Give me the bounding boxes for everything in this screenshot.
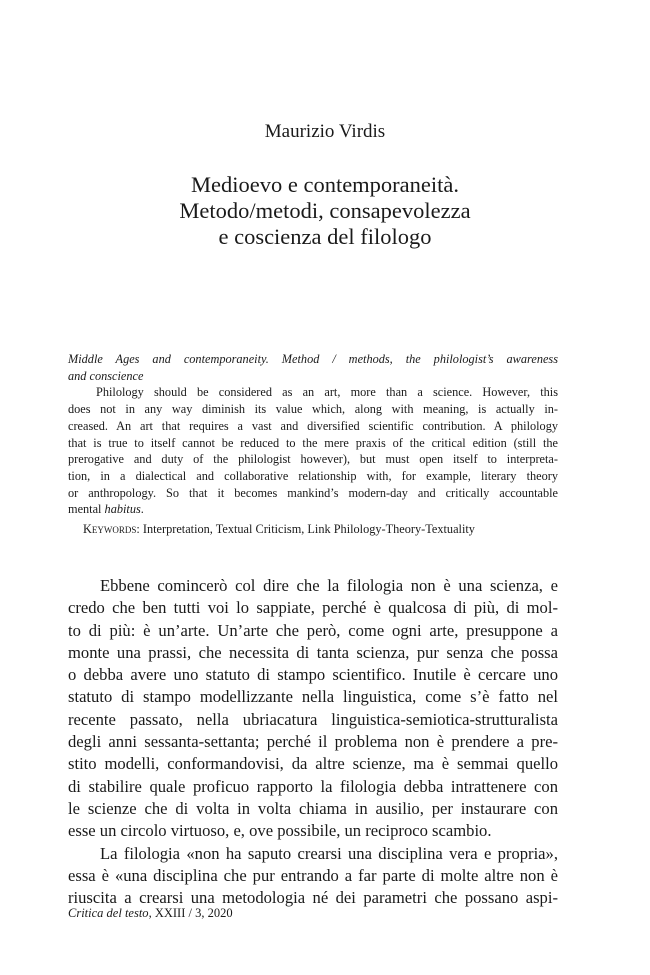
page-footer (68, 906, 233, 921)
abstract-italic-word: habitus (104, 502, 141, 517)
abstract-line: tion, in a dialectical and collaborative relationship with, for example, literary theory (68, 468, 558, 483)
keywords-label: Keywords (83, 522, 137, 537)
abstract-title (68, 351, 558, 384)
body-text (68, 575, 558, 909)
body-line: riuscita a crearsi una metodologia né dei parametri che possano aspi- (68, 888, 558, 908)
body-line: to di più: è un’arte. Un’arte che però, come ogni arte, presuppone a (68, 620, 558, 640)
abstract-last-text: mental (68, 502, 105, 517)
body-line: di stabilire quale proficuo rapporto la filologia debba intrattenere con (68, 776, 558, 796)
article-title (0, 172, 650, 250)
abstract-line: does not in any way diminish its value which, along with meaning, is actually in- (68, 402, 558, 417)
abstract-line: that is true to itself cannot be reduced to the mere praxis of the critical edition (still the (68, 435, 558, 450)
title-line: e coscienza del filologo (218, 224, 432, 249)
body-line: monte una prassi, che necessita di tanta scienza, pur senza che possa (68, 642, 558, 662)
body-line: La filologia «non ha saputo crearsi una disciplina vera e propria», (100, 843, 558, 863)
body-line: o debba avere uno statuto di stampo scientifico. Inutile è cercare uno (68, 665, 558, 685)
body-line: essa è «una disciplina che pur entrando a far parte di molte altre non è (68, 865, 558, 885)
journal-name: Critica del testo (68, 906, 149, 920)
body-line: esse un circolo virtuoso, e, ove possibile, un reciproco scambio. (68, 821, 492, 841)
body-line: Ebbene comincerò col dire che la filologia non è una scienza, e (100, 576, 558, 595)
body-line: recente passato, nella ubriacatura linguistica-semiotica-strutturalista (68, 709, 558, 729)
abstract-title-line: and conscience (68, 368, 144, 383)
abstract-line: prerogative and duty of the philologist however), but must open itself to interpreta- (68, 452, 558, 467)
body-line: degli anni sessanta-settanta; perché il problema non è prendere a pre- (68, 732, 558, 752)
body-line: credo che ben tutti voi lo sappiate, perché è qualcosa di più, di mol- (68, 598, 558, 618)
abstract-line: creased. An art that requires a vast and diversified scientific contribution. A philology (68, 418, 558, 433)
abstract-line: Philology should be considered as an art, more than a science. However, this (96, 385, 558, 400)
abstract-title-line: Middle Ages and contemporaneity. Method / methods, the philologist’s awareness (68, 352, 558, 366)
abstract-body (68, 384, 558, 518)
body-line: le scienze che di volta in volta chiama in ausilio, per instaurare con (68, 798, 558, 818)
abstract-last-end: . (140, 502, 144, 517)
author-name: Maurizio Virdis (264, 121, 386, 142)
journal-issue: , XXIII / 3, 2020 (148, 906, 233, 920)
keywords-text: : Interpretation, Textual Criticism, Link Philology-Theory-Textuality (136, 522, 475, 537)
abstract (68, 351, 558, 538)
title-line: Metodo/metodi, consapevolezza (179, 198, 471, 223)
abstract-line: or anthropology. So that it becomes mankind’s modern-day and critically accountable (68, 485, 558, 500)
abstract-last-line (68, 501, 558, 518)
keywords (68, 521, 558, 538)
body-line: stito modelli, conformandovisi, da altre scienze, ma è semmai quello (68, 754, 558, 774)
body-line: statuto di stampo modellizzante nella linguistica, come s’è fatto nel (68, 687, 558, 707)
title-line: Medioevo e contemporaneità. (190, 172, 460, 197)
